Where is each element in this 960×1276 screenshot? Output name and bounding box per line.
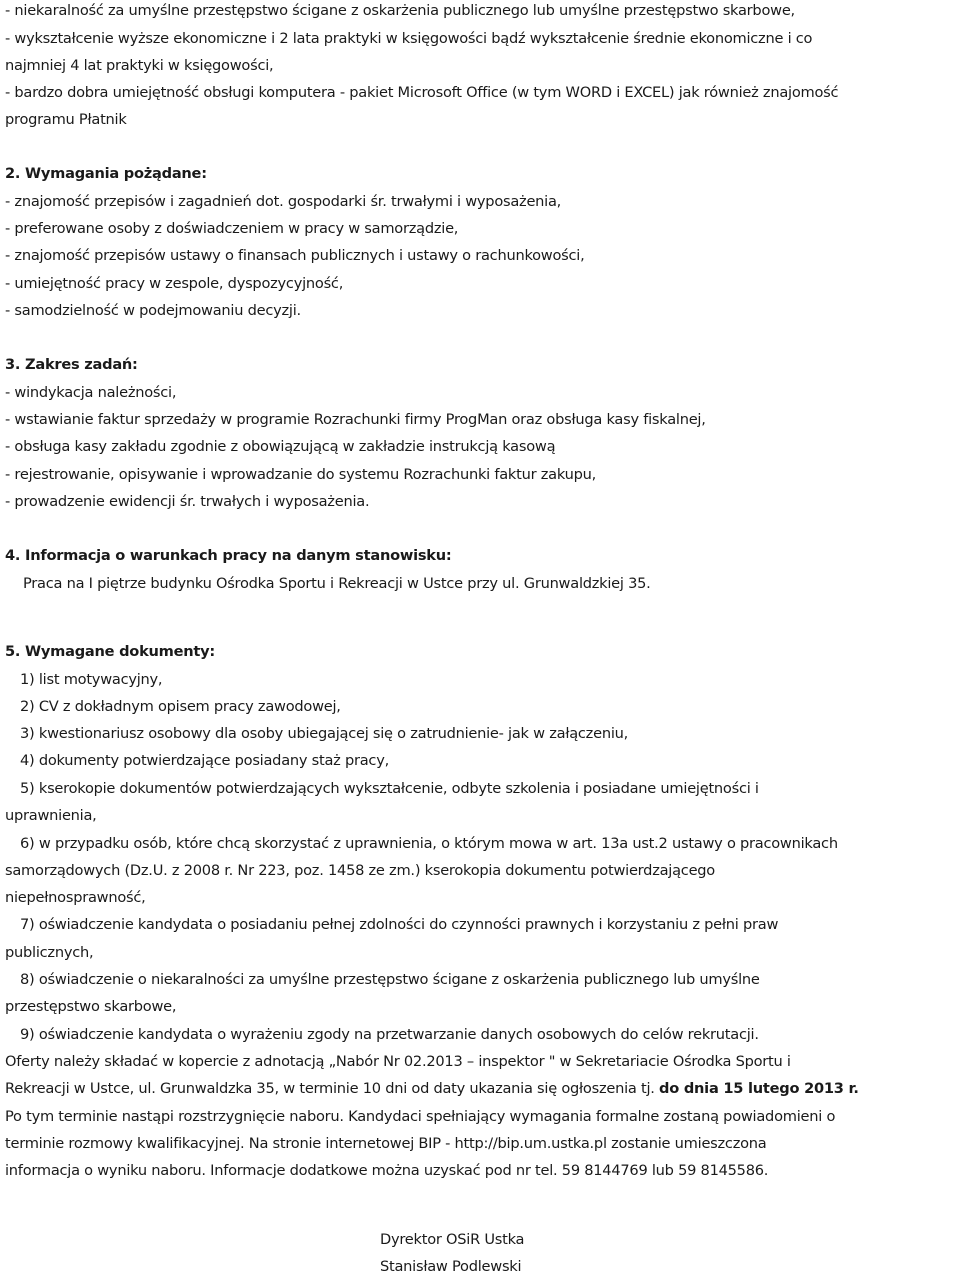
document-item-continuation: przestępstwo skarbowe,: [5, 998, 177, 1015]
document-item: 7) oświadczenie kandydata o posiadaniu pełnej zdolności do czynności prawnych i korzystaniu z pełni praw: [20, 916, 779, 933]
section-2-item: - znajomość przepisów i zagadnień dot. gospodarki śr. trwałymi i wyposażenia,: [5, 193, 562, 210]
section-5-heading: 5. Wymagane dokumenty:: [5, 643, 215, 660]
intro-line: najmniej 4 lat praktyki w księgowości,: [5, 57, 274, 74]
document-item-continuation: samorządowych (Dz.U. z 2008 r. Nr 223, poz. 1458 ze zm.) kserokopia dokumentu potwierdzającego: [5, 862, 715, 879]
intro-line: programu Płatnik: [5, 111, 127, 128]
closing-line: informacja o wyniku naboru. Informacje dodatkowe można uzyskać pod nr tel. 59 8144769 lub 59 8145586.: [5, 1162, 769, 1179]
section-3-item: - wstawianie faktur sprzedaży w programie Rozrachunki firmy ProgMan oraz obsługa kasy fiskalnej,: [5, 411, 706, 428]
section-3-item: - prowadzenie ewidencji śr. trwałych i wyposażenia.: [5, 493, 370, 510]
document-item-continuation: publicznych,: [5, 944, 94, 961]
section-4-heading: 4. Informacja o warunkach pracy na danym stanowisku:: [5, 547, 452, 564]
section-3-item: - windykacja należności,: [5, 384, 177, 401]
intro-line: - wykształcenie wyższe ekonomiczne i 2 lata praktyki w księgowości bądź wykształcenie średnie ekonomiczne i co: [5, 30, 813, 47]
section-4-text: Praca na I piętrze budynku Ośrodka Sportu i Rekreacji w Ustce przy ul. Grunwaldzkiej 35.: [23, 575, 651, 592]
document-item: 2) CV z dokładnym opisem pracy zawodowej,: [20, 698, 341, 715]
intro-line: - bardzo dobra umiejętność obsługi komputera - pakiet Microsoft Office (w tym WORD i EXCEL) jak również znajomość: [5, 84, 839, 101]
section-2-item: - znajomość przepisów ustawy o finansach publicznych i ustawy o rachunkowości,: [5, 247, 585, 264]
document-item: 8) oświadczenie o niekaralności za umyślne przestępstwo ścigane z oskarżenia publicznego lub umyślne: [20, 971, 760, 988]
document-item: 9) oświadczenie kandydata o wyrażeniu zgody na przetwarzanie danych osobowych do celów rekrutacji.: [20, 1026, 759, 1043]
document-item: 3) kwestionariusz osobowy dla osoby ubiegającej się o zatrudnienie- jak w załączeniu,: [20, 725, 629, 742]
closing-line: Oferty należy składać w kopercie z adnotacją „Nabór Nr 02.2013 – inspektor " w Sekretariacie Ośrodka Sportu i: [5, 1053, 791, 1070]
document-item-continuation: uprawnienia,: [5, 807, 97, 824]
section-3-heading: 3. Zakres zadań:: [5, 356, 138, 373]
signature-name: Stanisław Podlewski: [380, 1258, 522, 1275]
section-2-item: - preferowane osoby z doświadczeniem w pracy w samorządzie,: [5, 220, 459, 237]
document-item: 6) w przypadku osób, które chcą skorzystać z uprawnienia, o którym mowa w art. 13a ust.2 ustawy o pracownikach: [20, 835, 838, 852]
closing-text: Rekreacji w Ustce, ul. Grunwaldzka 35, w terminie 10 dni od daty ukazania się ogłoszenia tj.: [5, 1080, 660, 1097]
document-item: 1) list motywacyjny,: [20, 671, 163, 688]
section-3-item: - obsługa kasy zakładu zgodnie z obowiązującą w zakładzie instrukcją kasową: [5, 438, 556, 455]
closing-line: terminie rozmowy kwalifikacyjnej. Na stronie internetowej BIP - http://bip.um.ustka.pl zostanie umieszczona: [5, 1135, 767, 1152]
section-2-item: - samodzielność w podejmowaniu decyzji.: [5, 302, 301, 319]
section-2-item: - umiejętność pracy w zespole, dyspozycyjność,: [5, 275, 344, 292]
intro-line: - niekaralność za umyślne przestępstwo ścigane z oskarżenia publicznego lub umyślne przestępstwo skarbowe,: [5, 2, 795, 19]
document-item: 4) dokumenty potwierdzające posiadany staż pracy,: [20, 752, 389, 769]
section-2-heading: 2. Wymagania pożądane:: [5, 165, 207, 182]
section-3-item: - rejestrowanie, opisywanie i wprowadzanie do systemu Rozrachunki faktur zakupu,: [5, 466, 596, 483]
deadline-date: do dnia 15 lutego 2013 r.: [659, 1080, 859, 1097]
document-item: 5) kserokopie dokumentów potwierdzających wykształcenie, odbyte szkolenia i posiadane umiejętności i: [20, 780, 759, 797]
signature-title: Dyrektor OSiR Ustka: [380, 1231, 525, 1248]
closing-line: [5, 1080, 859, 1098]
document-item-continuation: niepełnosprawność,: [5, 889, 146, 906]
closing-line: Po tym terminie nastąpi rozstrzygnięcie naboru. Kandydaci spełniający wymagania formalne zostaną powiadomieni o: [5, 1108, 836, 1125]
